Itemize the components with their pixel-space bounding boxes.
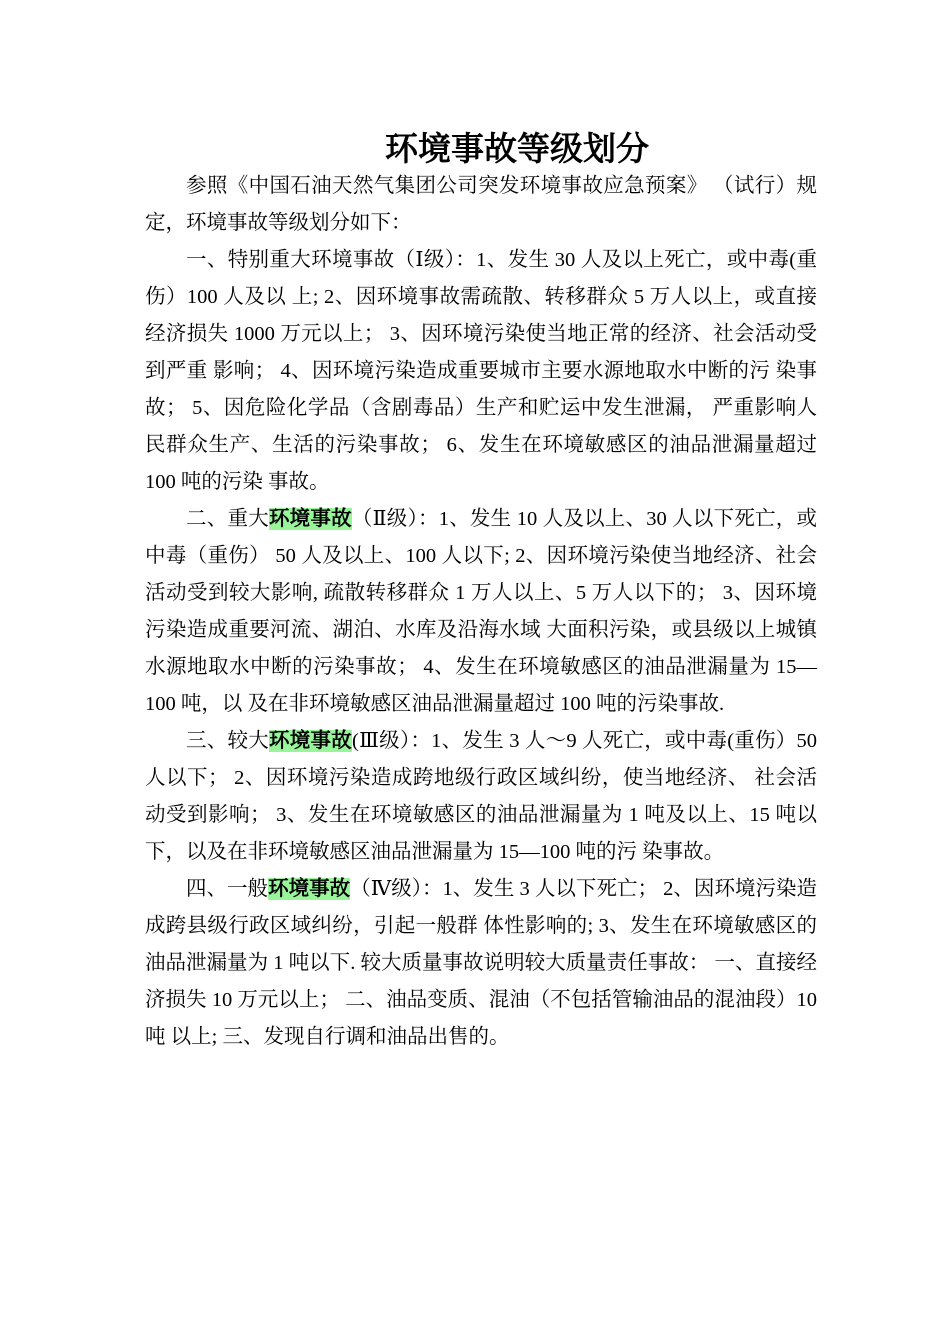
level4-text: （Ⅳ级）：1、发生 3 人以下死亡； 2、因环境污染造成跨县级行政区域纠纷，引起一般群 体性影响的; 3、发生在环境敏感区的油品泄漏量为 1 吨以下. 较大质量事故说明较大质量责任事故： 一、直接经济损失 10 万元以上； 二、油品变质、混油（不包括管输油品的混油段）10 吨 以上; 三、发现自行调和油品出售的。	[145, 878, 818, 1048]
level3-paragraph	[145, 723, 817, 871]
level1-paragraph: 一、特别重大环境事故（Ⅰ级）：1、发生 30 人及以上死亡，或中毒(重伤）100 人及以 上; 2、因环境事故需疏散、转移群众 5 万人以上，或直接 经济损失 1000 万元以上； 3、因环境污染使当地正常的经济、社会活动受到严重 影响； 4、因环境污染造成重要城市主要水源地取水中断的污 染事故； 5、因危险化学品（含剧毒品）生产和贮运中发生泄漏， 严重影响人民群众生产、生活的污染事故； 6、发生在环境敏感区的油品泄漏量超过 100 吨的污染 事故。	[145, 249, 817, 493]
document-body	[145, 168, 817, 1056]
level4-paragraph	[145, 871, 817, 1056]
level2-prefix: 二、重大	[186, 508, 269, 530]
level3-prefix: 三、较大	[186, 730, 269, 752]
document-title: 环境事故等级划分	[385, 129, 649, 168]
level4-prefix: 四、一般	[186, 878, 269, 900]
level2-paragraph	[145, 501, 817, 723]
level2-text: （Ⅱ级）：1、发生 10 人及以上、30 人以下死亡，或中毒（重伤） 50 人及以上、100 人以下; 2、因环境污染使当地经济、社会活动受到较大影响, 疏散转移群众 1 万人以上、5 万人以下的； 3、因环境污染造成重要河流、湖泊、水库及沿海水域 大面积污染，或县级以上城镇水源地取水中断的污染事故； 4、发生在环境敏感区的油品泄漏量为 15—100 吨，以 及在非环境敏感区油品泄漏量超过 100 吨的污染事故.	[145, 508, 818, 715]
level4-highlight: 环境事故	[268, 878, 351, 900]
level2-highlight: 环境事故	[268, 508, 352, 530]
level3-text: (Ⅲ级）：1、发生 3 人～9 人死亡，或中毒(重伤）50 人以下； 2、因环境污染造成跨地级行政区域纠纷，使当地经济、 社会活动受到影响； 3、发生在环境敏感区的油品泄漏量为 1 吨及以上、15 吨以下，以及在非环境敏感区油品泄漏量为 15—100 吨的污 染事故。	[145, 730, 818, 863]
intro-paragraph: 参照《中国石油天然气集团公司突发环境事故应急预案》 （试行）规定，环境事故等级划分如下：	[145, 175, 817, 234]
level3-highlight: 环境事故	[269, 730, 352, 752]
